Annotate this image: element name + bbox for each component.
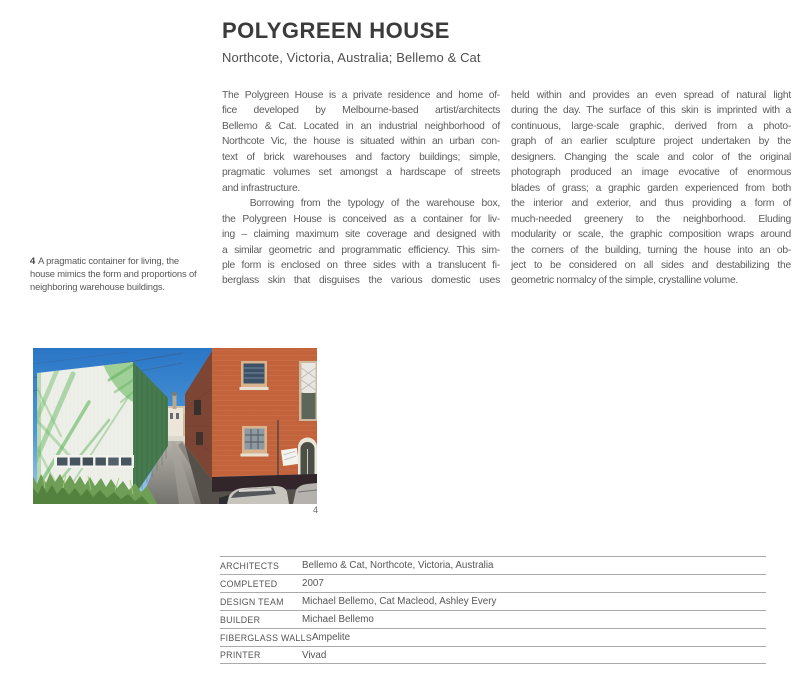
photo-illustration [33, 348, 317, 504]
text-line: Northcote Vic, the house is situated within an urban con- [222, 136, 500, 148]
text-line: the corners of the building, turning the house into an ob- [511, 244, 791, 256]
table-row-value: Bellemo & Cat, Northcote, Victoria, Australia [302, 560, 494, 571]
side-window [194, 400, 201, 415]
text-line: during the day. The surface of this skin is imprinted with a [511, 105, 791, 117]
caption-figure-number: 4 [30, 255, 36, 266]
paragraph-2 [222, 196, 500, 289]
text-line: blades of grass; a graphic garden experienced from both [511, 182, 791, 194]
text-line: held within and provides an even spread of natural light [511, 90, 791, 101]
photo-polygreen-house [33, 348, 317, 504]
text-line: ple form is enclosed on three sides with a translucent fi- [222, 259, 500, 271]
table-row-value: Michael Bellemo, Cat Macleod, Ashley Every [302, 596, 497, 607]
text-line: graph of an earlier sculpture project undertaken by the [511, 136, 791, 148]
table-row-label: COMPLETED [220, 578, 278, 589]
caption-line: neighboring warehouse buildings. [30, 281, 165, 293]
figure-caption [30, 254, 230, 294]
arched-doorway [298, 438, 317, 477]
page-subtitle: Northcote, Victoria, Australia; Bellemo & Cat [222, 50, 481, 65]
caption-text: A pragmatic container for living, the [38, 255, 179, 266]
table-row [220, 556, 766, 574]
table-row-label: ARCHITECTS [220, 560, 280, 571]
table-row [220, 610, 766, 628]
table-row-value: Vivad [302, 649, 327, 661]
table-row-label: PRINTER [220, 650, 261, 660]
table-row-value: Michael Bellemo [302, 614, 374, 625]
white-sign [281, 448, 299, 466]
table-row-label: FIBERGLASS WALLS [220, 632, 312, 643]
spec-table [220, 556, 766, 664]
text-line: ing – claiming maximum site coverage and designed with [222, 229, 500, 241]
table-row [220, 646, 766, 664]
text-line: photograph produced an image evocative of enormous [511, 167, 791, 179]
page-title: POLYGREEN HOUSE [222, 18, 450, 43]
table-row-value: 2007 [302, 578, 324, 589]
upper-window [240, 361, 269, 390]
table-row-value: Ampelite [311, 632, 351, 643]
text-line: pragmatic volumes set amongst a hardscape of streets [222, 167, 500, 179]
text-line: much-needed greenery to the neighborhood. Eluding [511, 213, 791, 225]
paragraph-1 [222, 88, 500, 196]
text-line: designers. Changing the scale and color of the original [511, 151, 791, 163]
text-line: modularity or scale, the graphic composition wraps around [511, 229, 791, 241]
figure-number: 4 [312, 505, 318, 515]
body-column-1 [222, 88, 500, 289]
brick-warehouse-building [185, 348, 317, 492]
text-line: text of brick warehouses and factory buildings; simple, [222, 151, 500, 163]
text-line: continuous, large-scale graphic, derived from a photo- [511, 120, 791, 132]
barred-window [241, 426, 269, 457]
text-line: berglass skin that disguises the various domestic uses [222, 275, 500, 287]
screened-opening [299, 361, 317, 421]
caption-line [30, 254, 230, 267]
table-row-label: BUILDER [220, 614, 261, 625]
table-row [220, 574, 766, 592]
text-line: the interior and exterior, and thus providing a form of [511, 198, 791, 210]
paragraph-3 [511, 88, 791, 289]
text-line: a similar geometric and programmatic efficiency. This sim- [222, 244, 500, 256]
text-line: The Polygreen House is a private residence and home of- [222, 90, 500, 101]
table-row-label: DESIGN TEAM [220, 596, 284, 607]
text-line: Bellemo & Cat. Located in an industrial neighborhood of [222, 120, 500, 132]
text-line: Borrowing from the typology of the warehouse box, [222, 198, 500, 210]
table-row [220, 592, 766, 610]
side-window [196, 432, 203, 445]
text-line: and infrastructure. [222, 182, 301, 194]
text-line: the Polygreen House is conceived as a container for liv- [222, 213, 500, 225]
text-line: geometric normalcy of the simple, crystalline volume. [511, 275, 739, 287]
strip-window [54, 455, 134, 468]
body-column-2 [511, 88, 791, 289]
text-line: ject to be considered on all sides and destabilizing the [511, 259, 791, 271]
text-line: fice developed by Melbourne-based artist/architects [222, 105, 500, 117]
caption-line: house mimics the form and proportions of [30, 268, 197, 280]
table-row [220, 628, 766, 646]
